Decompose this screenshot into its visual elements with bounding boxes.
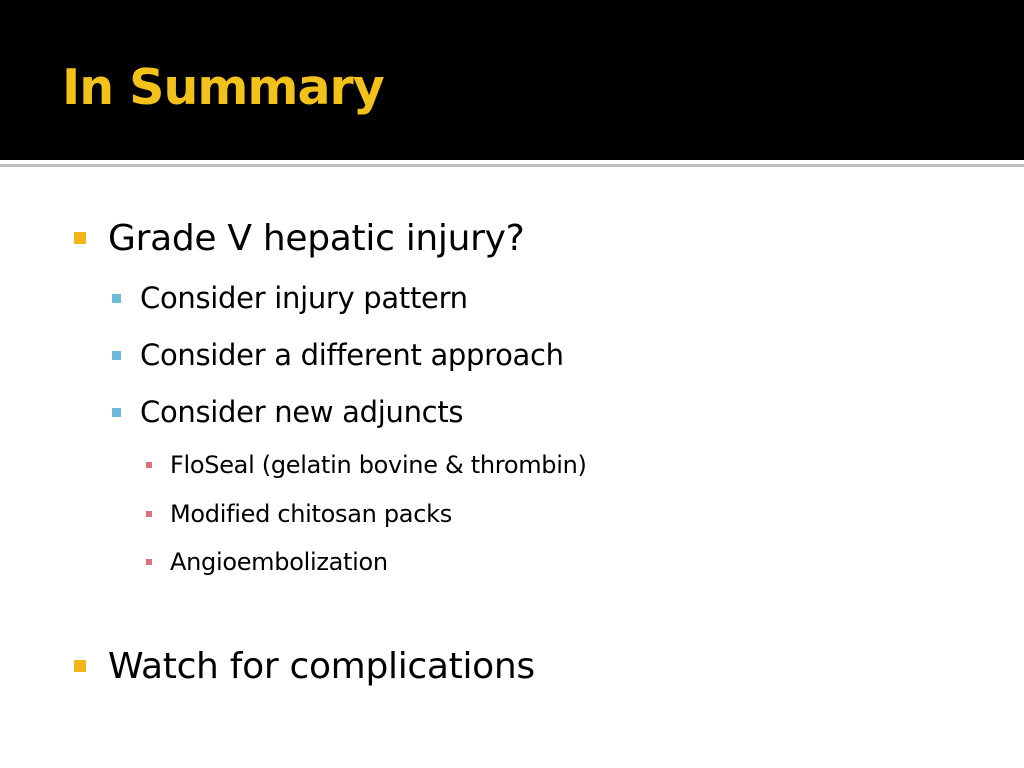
square-bullet-icon [146, 511, 152, 517]
square-bullet-icon [146, 462, 152, 468]
bullet-item-level3 [146, 497, 452, 531]
bullet-text: FloSeal (gelatin bovine & thrombin) [170, 451, 587, 479]
bullet-item-level3 [146, 448, 587, 482]
bullet-text: Angioembolization [170, 548, 388, 576]
bullet-item-level1 [74, 214, 524, 262]
bullet-item-level2 [112, 392, 463, 432]
title-bar [0, 0, 1024, 160]
square-bullet-icon [112, 351, 121, 360]
bullet-text: Consider a different approach [140, 338, 564, 372]
square-bullet-icon [74, 660, 86, 672]
bullet-text: Watch for complications [108, 645, 535, 687]
bullet-item-level3 [146, 545, 388, 579]
square-bullet-icon [112, 294, 121, 303]
bullet-item-level2 [112, 278, 468, 318]
square-bullet-icon [74, 232, 86, 244]
bullet-text: Consider injury pattern [140, 281, 468, 315]
bullet-item-level2 [112, 335, 564, 375]
square-bullet-icon [112, 408, 121, 417]
square-bullet-icon [146, 559, 152, 565]
bullet-text: Modified chitosan packs [170, 500, 452, 528]
slide-title: In Summary [62, 59, 384, 116]
bullet-text: Consider new adjuncts [140, 395, 464, 429]
bullet-text: Grade V hepatic injury? [108, 217, 525, 259]
title-divider [0, 164, 1024, 167]
bullet-item-level1 [74, 642, 535, 690]
